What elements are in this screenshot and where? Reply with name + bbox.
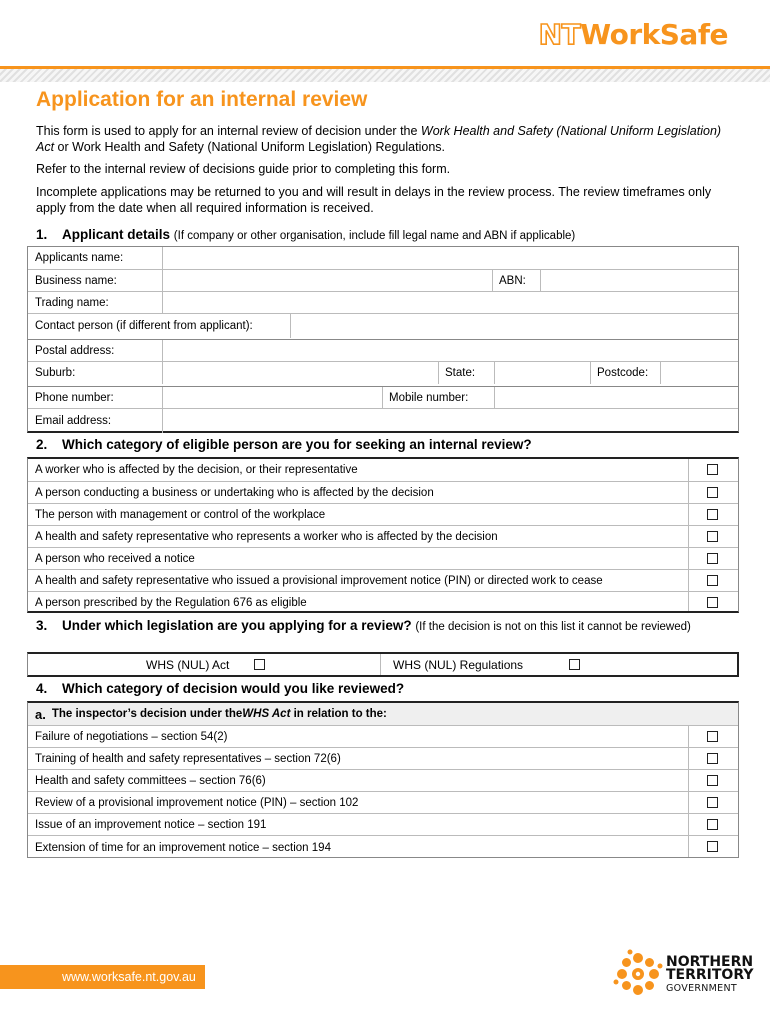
applicants-name-label: Applicants name: (35, 252, 124, 264)
ntworksafe-logo (539, 18, 728, 51)
abn-label: ABN: (499, 275, 526, 287)
section-2-heading: 2. Which category of eligible person are you for seeking an internal review? (36, 437, 532, 452)
state-label: State: (445, 367, 476, 379)
postal-address-row (28, 339, 738, 362)
list-item: Failure of negotiations – section 54(2) (28, 725, 738, 748)
postal-address-field[interactable] (162, 340, 738, 362)
hs-committees-checkbox[interactable] (707, 775, 718, 786)
suburb-field[interactable] (162, 362, 438, 384)
business-name-field[interactable] (162, 270, 492, 292)
whs-regulations-checkbox[interactable] (569, 659, 580, 670)
subheading-row (28, 703, 738, 725)
list-item: The person with management or control of the workplace (28, 503, 738, 526)
business-name-row (28, 269, 738, 292)
contact-person-field[interactable] (290, 314, 738, 338)
phone-field[interactable] (162, 387, 382, 409)
logo-nt-text: NT (538, 18, 581, 51)
suburb-row (28, 361, 738, 384)
mobile-label: Mobile number: (389, 392, 469, 404)
workplace-control-checkbox[interactable] (707, 509, 718, 520)
whs-act-label: WHS (NUL) Act (146, 657, 230, 672)
failure-negotiations-checkbox[interactable] (707, 731, 718, 742)
list-item: A health and safety representative who issued a provisional improvement notice (PIN) or directed work to cease (28, 569, 738, 592)
whs-act-checkbox[interactable] (254, 659, 265, 670)
list-item: Health and safety committees – section 76(6) (28, 769, 738, 792)
footer-website-link[interactable]: www.worksafe.nt.gov.au (62, 970, 196, 984)
review-pin-checkbox[interactable] (707, 797, 718, 808)
hsr-represents-worker-checkbox[interactable] (707, 531, 718, 542)
suburb-label: Suburb: (35, 367, 76, 379)
hsr-issued-pin-checkbox[interactable] (707, 575, 718, 586)
trading-name-field[interactable] (162, 292, 738, 314)
trading-name-row (28, 291, 738, 314)
improvement-notice-checkbox[interactable] (707, 819, 718, 830)
email-row (28, 408, 738, 433)
mobile-field[interactable] (494, 387, 738, 409)
whs-regulations-label: WHS (NUL) Regulations (393, 657, 524, 672)
subheading-a: a. The inspector’s decision under the WHS Act in relation to the: (35, 706, 387, 722)
list-item: Review of a provisional improvement notice (PIN) – section 102 (28, 791, 738, 814)
training-hsr-checkbox[interactable] (707, 753, 718, 764)
postal-address-label: Postal address: (35, 345, 115, 357)
list-item: A person prescribed by the Regulation 676 as eligible (28, 591, 738, 614)
contact-person-label: Contact person (if different from applicant): (35, 320, 253, 332)
email-label: Email address: (35, 415, 112, 427)
header-stripe (0, 66, 770, 82)
postcode-label: Postcode: (597, 367, 649, 379)
email-field[interactable] (162, 409, 738, 433)
prescribed-person-checkbox[interactable] (707, 597, 718, 608)
extension-time-checkbox[interactable] (707, 841, 718, 852)
trading-name-label: Trading name: (35, 297, 109, 309)
decision-category-table (27, 701, 739, 858)
worker-affected-checkbox[interactable] (707, 464, 718, 475)
section-3-heading: 3. Under which legislation are you applying for a review? (If the decision is not on this list it cannot be reviewed) (36, 618, 691, 633)
list-item: A worker who is affected by the decision, or their representative (28, 459, 738, 481)
eligible-person-table (27, 457, 739, 613)
section-1-heading: 1. Applicant details (If company or other organisation, include fill legal name and ABN if applicable) (36, 227, 576, 242)
list-item: A person who received a notice (28, 547, 738, 570)
applicants-name-field[interactable] (162, 247, 738, 269)
phone-row (28, 386, 738, 409)
contact-person-row (28, 313, 738, 338)
nt-government-wordmark: NORTHERN TERRITORY GOVERNMENT (666, 954, 754, 994)
postcode-field[interactable] (660, 362, 738, 384)
received-notice-checkbox[interactable] (707, 553, 718, 564)
applicant-details-table (27, 246, 739, 433)
intro-paragraph-1: This form is used to apply for an internal review of decision under the Work Health and Safety (National Uniform Legislation) Act or Work Health and Safety (National Uniform Legislation) Regulations. (36, 124, 722, 154)
list-item: Extension of time for an improvement notice – section 194 (28, 835, 738, 859)
legislation-table (27, 652, 739, 677)
state-field[interactable] (494, 362, 590, 384)
pcbu-affected-checkbox[interactable] (707, 487, 718, 498)
abn-field[interactable] (540, 270, 738, 292)
logo-worksafe-text: WorkSafe (580, 18, 728, 51)
applicants-name-row (28, 247, 738, 269)
list-item: A person conducting a business or undertaking who is affected by the decision (28, 481, 738, 504)
list-item: Issue of an improvement notice – section 191 (28, 813, 738, 836)
list-item: A health and safety representative who represents a worker who is affected by the decision (28, 525, 738, 548)
phone-label: Phone number: (35, 392, 114, 404)
nt-government-logo-icon (612, 948, 664, 1000)
section-4-heading: 4. Which category of decision would you like reviewed? (36, 681, 405, 696)
page-title: Application for an internal review (36, 88, 368, 111)
business-name-label: Business name: (35, 275, 117, 287)
intro-paragraph-3: Incomplete applications may be returned to you and will result in delays in the review process. The review timeframes only apply from the date when all required information is received. (36, 185, 712, 215)
intro-paragraph-2: Refer to the internal review of decisions guide prior to completing this form. (36, 162, 451, 176)
list-item: Training of health and safety representatives – section 72(6) (28, 747, 738, 770)
